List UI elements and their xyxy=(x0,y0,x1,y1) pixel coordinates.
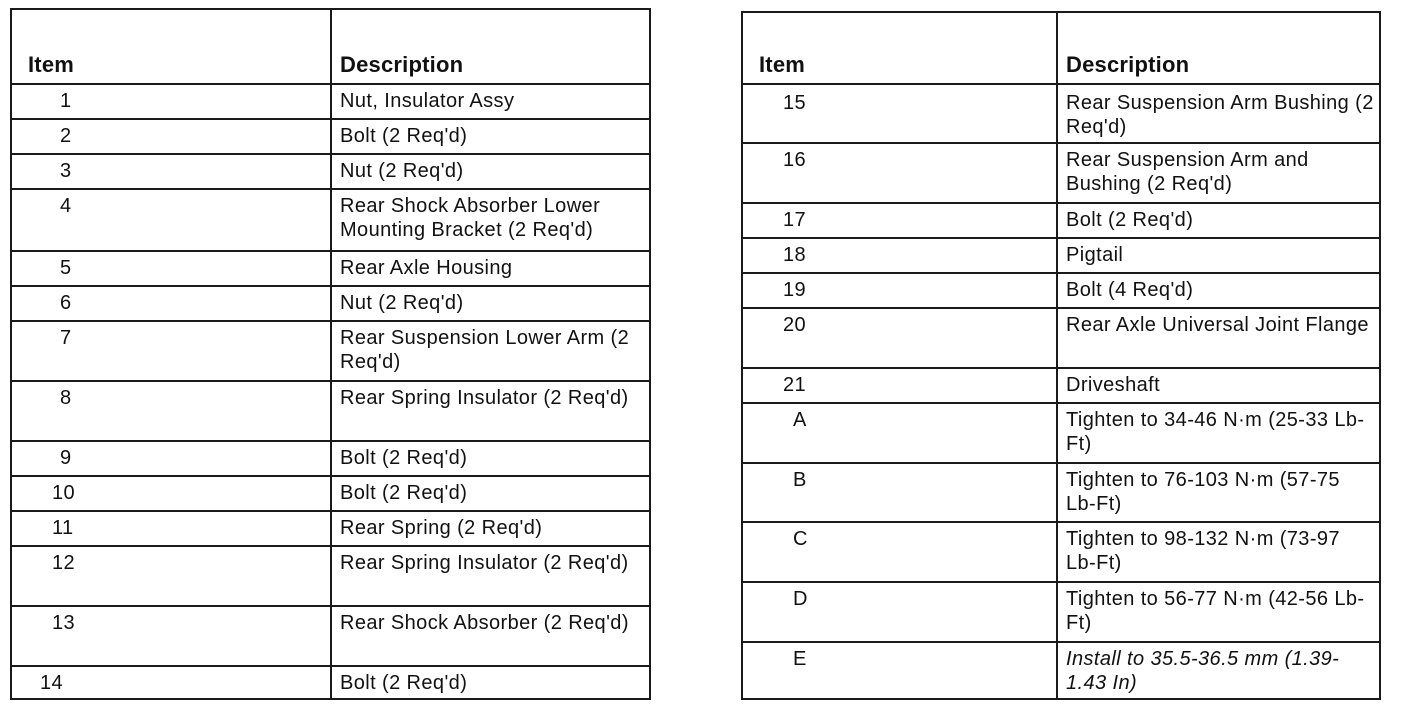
table-row xyxy=(11,251,650,286)
item-description: Nut (2 Req'd) xyxy=(331,286,650,321)
table-row xyxy=(742,273,1380,308)
item-number: 1 xyxy=(11,84,331,119)
table-row xyxy=(742,203,1380,238)
item-number: 19 xyxy=(742,273,1057,308)
item-number: 15 xyxy=(742,84,1057,143)
item-number: 9 xyxy=(11,441,331,476)
item-description: Rear Shock Absorber (2 Req'd) xyxy=(331,606,650,666)
table-row xyxy=(11,666,650,699)
parts-table-left xyxy=(10,8,651,700)
table-row xyxy=(11,189,650,251)
table-row xyxy=(742,642,1380,699)
item-number: 20 xyxy=(742,308,1057,368)
item-number: 6 xyxy=(11,286,331,321)
item-description: Driveshaft xyxy=(1057,368,1380,403)
table-row xyxy=(742,308,1380,368)
item-description: Tighten to 76-103 N·m (57-75 Lb-Ft) xyxy=(1057,463,1380,522)
item-description: Pigtail xyxy=(1057,238,1380,273)
item-description: Bolt (2 Req'd) xyxy=(331,441,650,476)
table-row xyxy=(11,84,650,119)
item-number: 18 xyxy=(742,238,1057,273)
table-row xyxy=(742,143,1380,203)
item-number: A xyxy=(742,403,1057,463)
table-row xyxy=(742,522,1380,582)
item-number: 8 xyxy=(11,381,331,441)
table-header-row xyxy=(11,9,650,84)
item-description: Bolt (2 Req'd) xyxy=(331,666,650,699)
table-row xyxy=(11,511,650,546)
table-row xyxy=(11,441,650,476)
table-row xyxy=(742,84,1380,143)
item-description: Rear Suspension Arm Bushing (2 Req'd) xyxy=(1057,84,1380,143)
table-header-row xyxy=(742,12,1380,84)
item-number: 14 xyxy=(11,666,331,699)
item-description: Rear Suspension Arm and Bushing (2 Req'd) xyxy=(1057,143,1380,203)
item-description: Rear Suspension Lower Arm (2 Req'd) xyxy=(331,321,650,381)
table-row xyxy=(11,321,650,381)
item-number: 16 xyxy=(742,143,1057,203)
item-description: Rear Spring Insulator (2 Req'd) xyxy=(331,546,650,606)
item-number: 13 xyxy=(11,606,331,666)
item-number: 10 xyxy=(11,476,331,511)
item-description: Bolt (2 Req'd) xyxy=(331,119,650,154)
item-number: B xyxy=(742,463,1057,522)
item-description: Tighten to 98-132 N·m (73-97 Lb-Ft) xyxy=(1057,522,1380,582)
item-number: 21 xyxy=(742,368,1057,403)
table-row xyxy=(11,606,650,666)
item-number: C xyxy=(742,522,1057,582)
table-row xyxy=(742,403,1380,463)
table-row xyxy=(742,582,1380,642)
table-row xyxy=(11,381,650,441)
item-number: 7 xyxy=(11,321,331,381)
item-description: Bolt (4 Req'd) xyxy=(1057,273,1380,308)
item-number: D xyxy=(742,582,1057,642)
item-description: Nut, Insulator Assy xyxy=(331,84,650,119)
item-description: Rear Axle Housing xyxy=(331,251,650,286)
parts-table-right xyxy=(741,11,1381,700)
table-row xyxy=(742,368,1380,403)
item-header: Item xyxy=(742,12,1057,84)
table-row xyxy=(11,286,650,321)
table-row xyxy=(11,476,650,511)
item-description: Rear Shock Absorber Lower Mounting Bracket (2 Req'd) xyxy=(331,189,650,251)
table-row xyxy=(11,119,650,154)
table-row xyxy=(11,154,650,189)
table-row xyxy=(742,463,1380,522)
item-number: 12 xyxy=(11,546,331,606)
item-number: E xyxy=(742,642,1057,699)
table-row xyxy=(742,238,1380,273)
item-description: Rear Spring Insulator (2 Req'd) xyxy=(331,381,650,441)
item-description: Bolt (2 Req'd) xyxy=(331,476,650,511)
item-number: 3 xyxy=(11,154,331,189)
item-description: Bolt (2 Req'd) xyxy=(1057,203,1380,238)
description-header: Description xyxy=(1057,12,1380,84)
table-row xyxy=(11,546,650,606)
item-description: Install to 35.5-36.5 mm (1.39-1.43 In) xyxy=(1057,642,1380,699)
item-description: Rear Axle Universal Joint Flange xyxy=(1057,308,1380,368)
item-number: 5 xyxy=(11,251,331,286)
item-description: Rear Spring (2 Req'd) xyxy=(331,511,650,546)
item-number: 11 xyxy=(11,511,331,546)
item-number: 2 xyxy=(11,119,331,154)
item-number: 4 xyxy=(11,189,331,251)
item-description: Nut (2 Req'd) xyxy=(331,154,650,189)
item-description: Tighten to 34-46 N·m (25-33 Lb-Ft) xyxy=(1057,403,1380,463)
description-header: Description xyxy=(331,9,650,84)
item-description: Tighten to 56-77 N·m (42-56 Lb-Ft) xyxy=(1057,582,1380,642)
item-header: Item xyxy=(11,9,331,84)
item-number: 17 xyxy=(742,203,1057,238)
